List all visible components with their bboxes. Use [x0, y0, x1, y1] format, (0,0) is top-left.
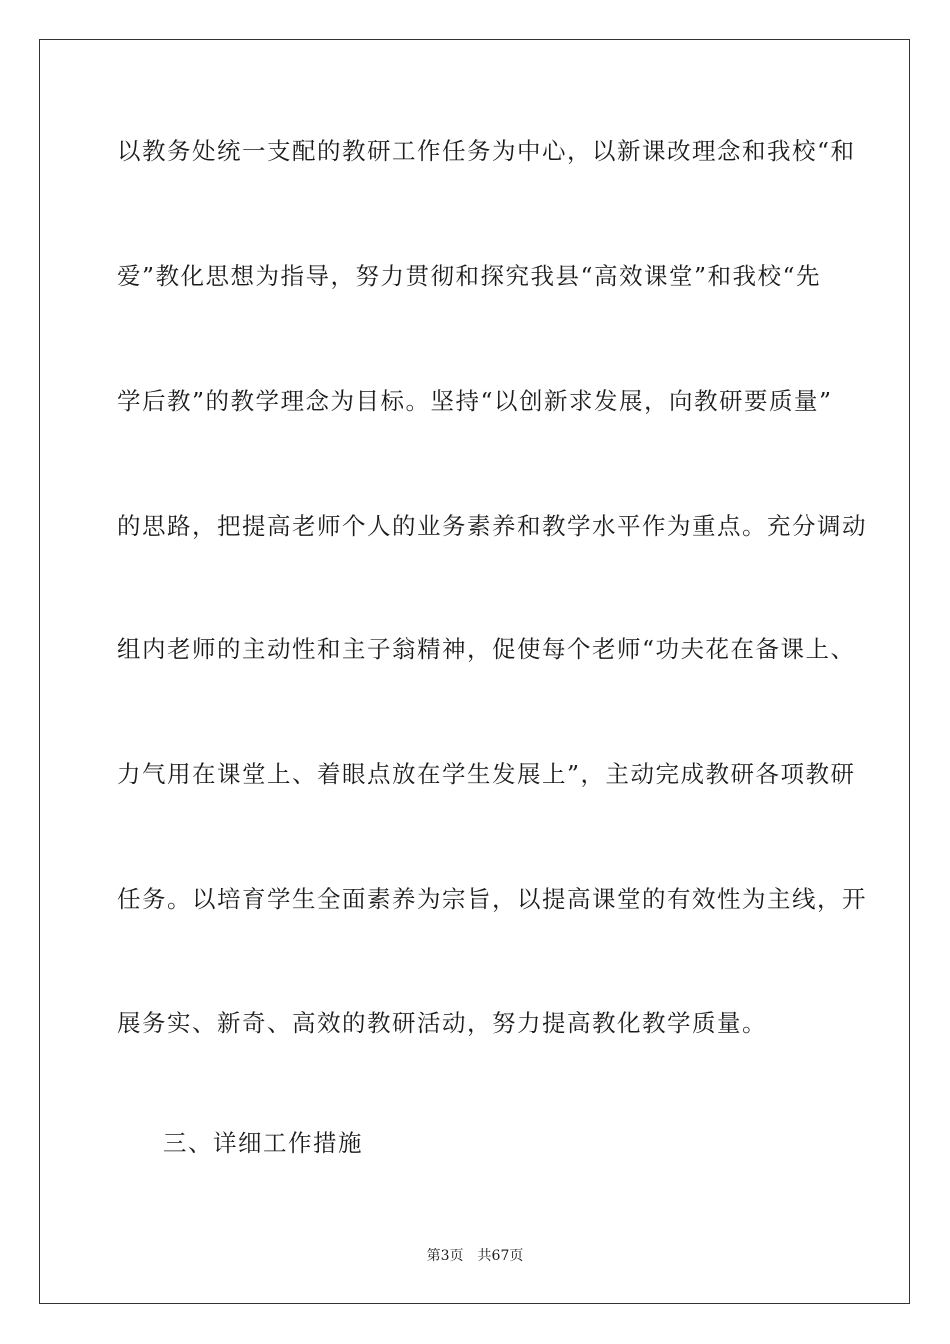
paragraph-line-2: 爱”教化思想为指导，努力贯彻和探究我县“高效课堂”和我校“先 [117, 262, 822, 290]
page-footer [0, 1247, 950, 1265]
paragraph-line-1: 以教务处统一支配的教研工作任务为中心，以新课改理念和我校“和 [117, 137, 856, 165]
paragraph-line-5: 组内老师的主动性和主子翁精神，促使每个老师“功夫花在备课上、 [117, 635, 856, 663]
paragraph-line-8: 展务实、新奇、高效的教研活动，努力提高教化教学质量。 [117, 1009, 767, 1037]
paragraph-line-3: 学后教”的教学理念为目标。坚持“以创新求发展，向教研要质量” [117, 387, 833, 415]
paragraph-line-4: 的思路，把提高老师个人的业务素养和教学水平作为重点。充分调动 [117, 512, 867, 540]
page-border [39, 39, 910, 1304]
page-total: 共67页 [477, 1248, 524, 1264]
section-heading: 三、详细工作措施 [163, 1129, 363, 1157]
paragraph-line-7: 任务。以培育学生全面素养为宗旨，以提高课堂的有效性为主线，开 [117, 885, 867, 913]
paragraph-line-6: 力气用在课堂上、着眼点放在学生发展上”，主动完成教研各项教研 [117, 760, 856, 788]
page-number: 第3页 [426, 1248, 464, 1264]
